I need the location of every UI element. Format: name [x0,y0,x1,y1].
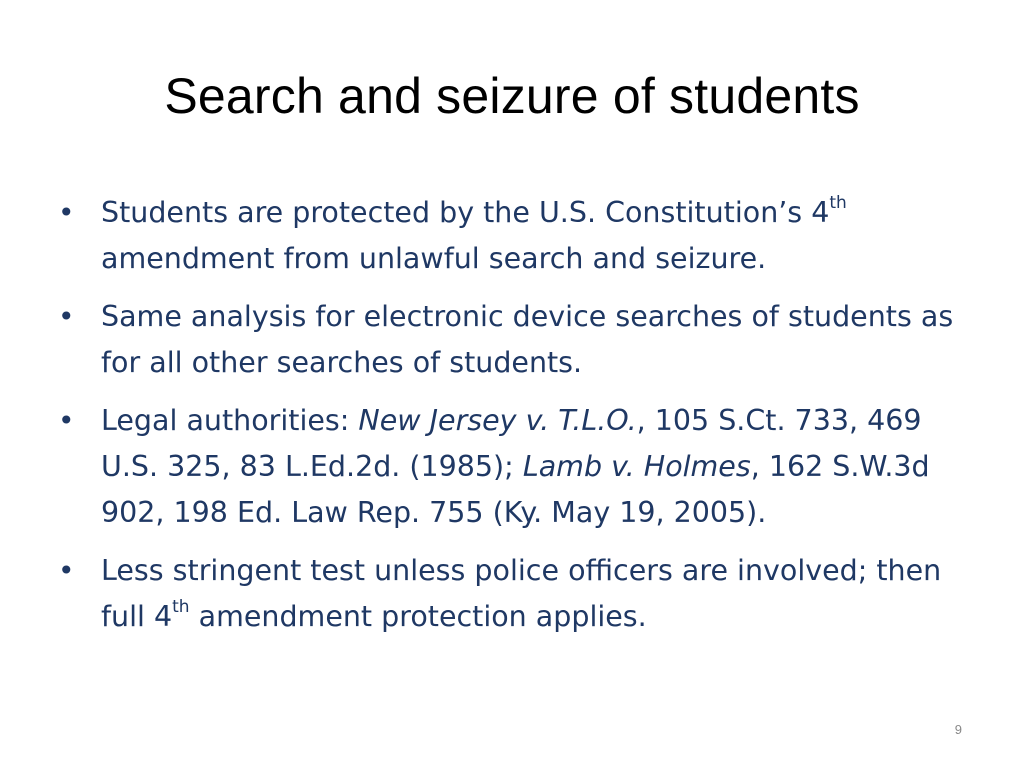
bullet-text-part: , 105 S.Ct. 733, 469 U.S. 325, 83 L.Ed.2d. (1985); [101,404,922,483]
bullet-text-part: amendment from unlawful search and seizure. [101,242,767,275]
bullet-icon: • [58,196,75,229]
bullet-text-part: Less stringent test unless police officers are involved; then full 4 [101,554,942,633]
page-number: 9 [954,722,962,737]
bullet-icon: • [58,404,75,437]
bullet-text-part: , 162 S.W.3d 902, 198 Ed. Law Rep. 755 (Ky. May 19, 2005). [101,450,930,529]
slide-title: Search and seizure of students [164,68,860,124]
bullet-text [101,190,978,282]
bullet-text-part: Legal authorities: [101,404,359,437]
bullet-text-part: Students are protected by the U.S. Constitution’s 4 [101,196,830,229]
bullet-text [101,398,978,536]
bullet-item-fourth-amendment [58,190,978,282]
bullet-icon: • [58,554,75,587]
bullet-text: Same analysis for electronic device searches of students as for all other searches of students. [101,300,954,379]
case-name-tlo: New Jersey v. T.L.O. [358,404,637,437]
bullet-text [101,548,978,640]
ordinal-suffix: th [829,193,847,213]
case-name-lamb: Lamb v. Holmes [522,450,751,483]
ordinal-suffix: th [172,597,190,617]
bullet-text-part: amendment protection applies. [189,600,647,633]
bullet-item-legal-authorities [58,398,978,536]
bullet-item-electronic-devices [58,294,978,386]
bullet-icon: • [58,300,75,333]
bullet-item-police-officers [58,548,978,640]
bullet-list [58,190,978,652]
